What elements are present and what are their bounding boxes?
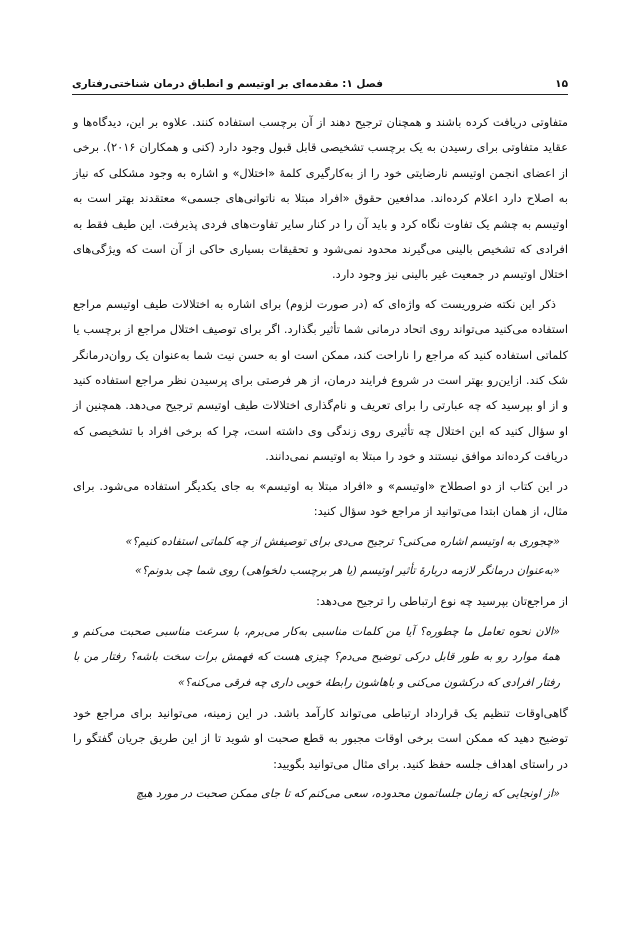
paragraph-3: در این کتاب از دو اصطلاح «اوتیسم» و «افراد مبتلا به اوتیسم» به جای یکدیگر استفاده می‌شود. برای مثال، از همان ابتدا می‌توانید از مراجع خود سؤال کنید:: [73, 478, 568, 519]
header-divider: [72, 94, 568, 95]
quote-text: «الان نحوه تعامل ما چطوره؟ آیا من کلمات مناسبی به‌کار می‌برم، با سرعت مناسبی صحبت می‌کنم و همهٔ موارد رو به طور قابل درکی توضیح می‌دم؟ چیزی هست که فهمش برات سخت باشه؟ رفتار من با رفتار افرادی که درکشون می‌کنی و باهاشون رابطهٔ خوبی داری چه فرقی می‌کنه؟»: [73, 624, 560, 689]
quote-block-2: [73, 619, 568, 695]
paragraph-2: ذکر این نکته ضروریست که واژه‌ای که (در صورت لزوم) برای اشاره به اختلالات طیف اوتیسم مراجع استفاده می‌کنید می‌تواند روی اتحاد درمانی شما تأثیر بگذارد. اگر برای توصیف اختلال مراجع از برچسب یا کلماتی استفاده کنید که مراجع را ناراحت کند، ممکن است او به حسن نیت شما به‌عنوان یک روان‌درمانگر شک کند. ازاین‌رو بهتر است در شروع فرایند درمان، از هر فرصتی برای پرسیدن نظر مراجع استفاده کنید و از او بپرسید که چه عبارتی را برای تعریف و نام‌گذاری اختلالات طیف اوتیسم ترجیح می‌دهد. همچنین از او سؤال کنید که این اختلال چه تأثیری روی زندگی وی داشته است، چرا که برخی افراد با تشخیصی که دریافت کرده‌اند موافق نیستند و خود را مبتلا به اوتیسم نمی‌دانند.: [73, 296, 568, 464]
chapter-title: فصل ۱: مقدمه‌ای بر اوتیسم و انطباق درمان شناختی‌رفتاری: [72, 78, 384, 90]
final-quote: «از اونجایی که زمان جلساتمون محدوده، سعی می‌کنم که تا جای ممکن صحبت در مورد هیچ: [135, 787, 560, 801]
quote-line: «چجوری به اوتیسم اشاره می‌کنی؟ ترجیح می‌دی برای توصیفش از چه کلماتی استفاده کنیم؟»: [125, 534, 560, 548]
page-header: [72, 70, 568, 90]
page-number: ۱۵: [555, 78, 568, 90]
paragraph-5: گاهی‌اوقات تنظیم یک قرارداد ارتباطی می‌تواند کارآمد باشد. در این زمینه، می‌توانید برای مراجع خود توضیح دهید که ممکن است برخی اوقات مجبور به قطع صحبت او شوید تا از این طریق جریان گفتگو را در راستای اهداف جلسه حفظ کنید. برای مثال می‌توانید بگویید:: [73, 705, 568, 771]
paragraph-1: متفاوتی دریافت کرده باشند و همچنان ترجیح دهند از آن برچسب استفاده کنند. علاوه بر این، دیدگاه‌ها و عقاید متفاوتی برای رسیدن به یک برچسب تشخیصی قابل قبول وجود دارد (کنی و همکاران ۲۰۱۶). برخی از اعضای انجمن اوتیسم نارضایتی خود را از به‌کارگیری کلمهٔ «اختلال» و اشاره به وجود مشکلی که نیاز به اصلاح دارد اعلام کرده‌اند. مدافعین حقوق «افراد مبتلا به ناتوانی‌های جسمی» معتقدند بهتر است به اوتیسم به چشم یک تفاوت نگاه کرد و باید آن را در کنار سایر تفاوت‌های فردی پذیرفت. این طیف فقط به افرادی که تشخیص بالینی می‌گیرند محدود نمی‌شود و تحقیقات بسیاری حاکی از آن است که ویژگی‌های اختلال اوتیسم در جمعیت غیر بالینی نیز وجود دارد.: [73, 115, 568, 282]
quote-block-1: [73, 529, 568, 584]
page-body: [73, 110, 568, 811]
paragraph-4: از مراجع‌تان بپرسید چه نوع ارتباطی را ترجیح می‌دهد:: [316, 594, 568, 609]
quote-line: «به‌عنوان درمانگر لازمه دربارهٔ تأثیر اوتیسم (یا هر برچسب دلخواهی) روی شما چی بدونم؟»: [134, 563, 560, 577]
